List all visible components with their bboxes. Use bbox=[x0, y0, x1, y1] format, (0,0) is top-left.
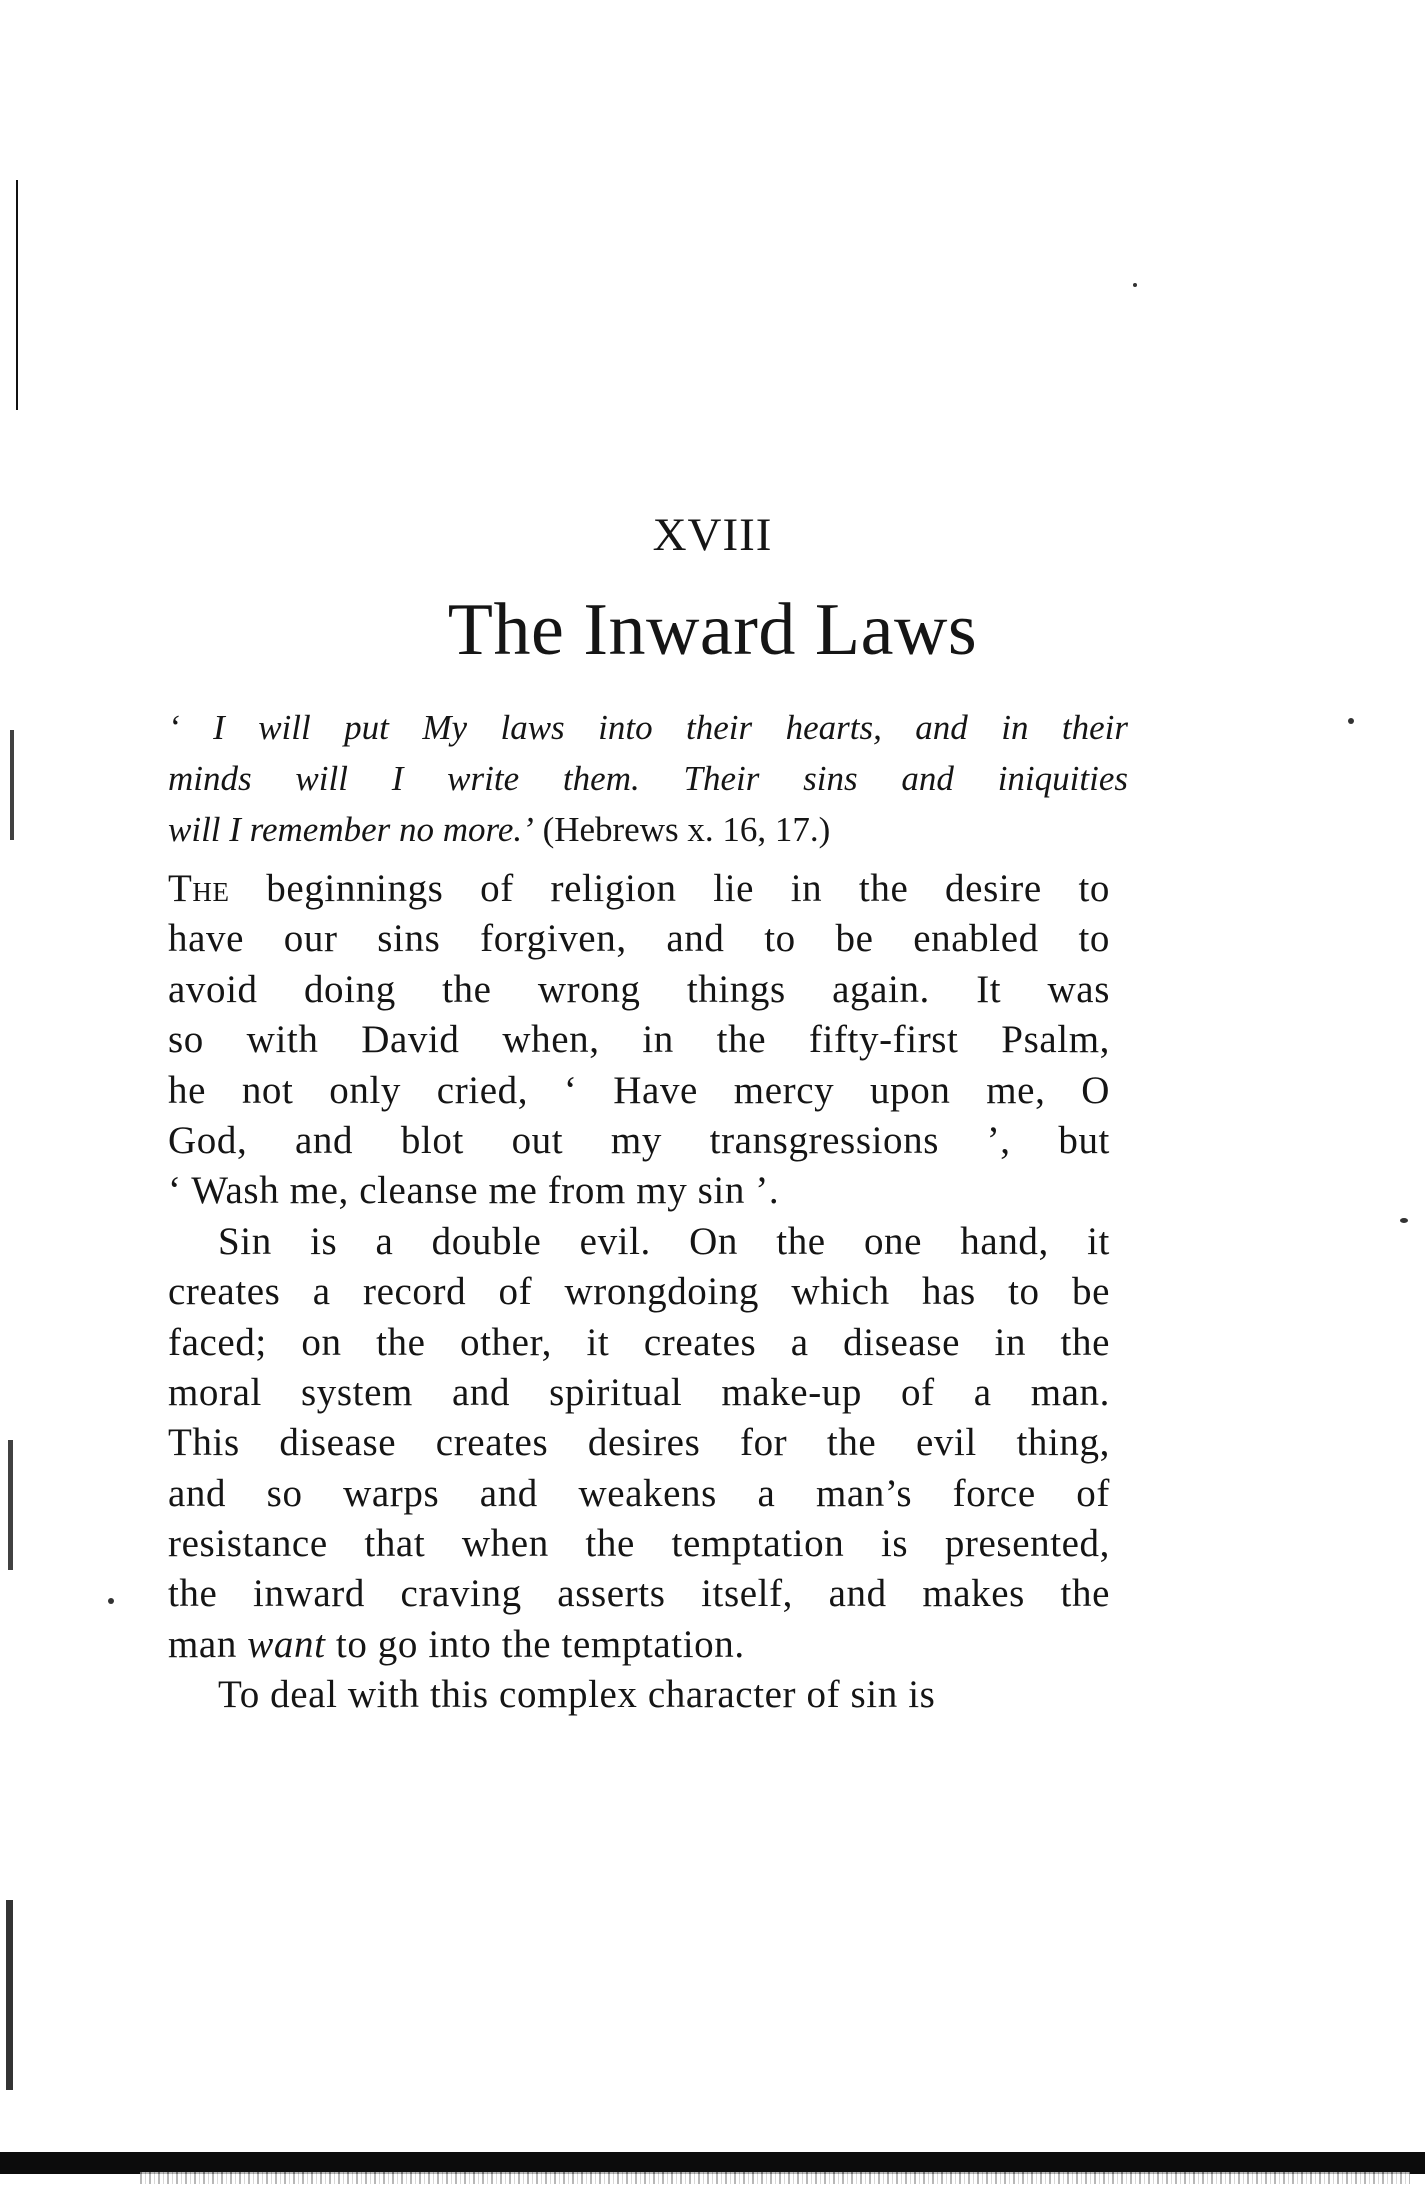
text-line: To deal with this complex character of sin is bbox=[218, 1673, 936, 1717]
body-text bbox=[168, 864, 1110, 1721]
text-segment: beginnings of religion lie in the desire to bbox=[229, 867, 1110, 910]
text-line: ‘ Wash me, cleanse me from my sin ’. bbox=[168, 1169, 780, 1213]
text-line: the inward craving asserts itself, and makes the bbox=[168, 1572, 1110, 1616]
text-line: resistance that when the temptation is presented, bbox=[168, 1522, 1110, 1566]
text-line: moral system and spiritual make-up of a man. bbox=[168, 1370, 1110, 1414]
scan-edge-mark bbox=[10, 730, 14, 840]
text-segment: man bbox=[168, 1622, 248, 1666]
text-line: so with David when, in the fifty-first Psalm, bbox=[168, 1018, 1110, 1062]
text-line bbox=[168, 864, 1110, 914]
scan-edge-mark bbox=[8, 1440, 13, 1570]
epigraph-reference: (Hebrews x. 16, 17.) bbox=[533, 810, 831, 849]
epigraph-text: will I remember no more.’ bbox=[168, 810, 534, 849]
scan-speck bbox=[108, 1598, 114, 1604]
text-line: he not only cried, ‘ Have mercy upon me, O bbox=[168, 1068, 1110, 1112]
epigraph-text: minds will I write them. Their sins and iniquities bbox=[168, 759, 1128, 798]
text-line: faced; on the other, it creates a disease in the bbox=[168, 1320, 1110, 1364]
epigraph bbox=[168, 702, 1128, 855]
text-line bbox=[168, 1620, 1110, 1670]
text-line: avoid doing the wrong things again. It was bbox=[168, 967, 1110, 1011]
epigraph-line bbox=[168, 702, 1128, 753]
text-line: and so warps and weakens a man’s force of bbox=[168, 1471, 1110, 1515]
text-segment: to go into the temptation. bbox=[325, 1622, 745, 1666]
epigraph-line bbox=[168, 753, 1128, 804]
scan-speck bbox=[1133, 283, 1137, 287]
scan-bottom-noise bbox=[140, 2172, 1410, 2184]
epigraph-text: ‘ I will put My laws into their hearts, and in their bbox=[168, 708, 1128, 747]
scan-edge-mark bbox=[16, 180, 18, 410]
scan-speck bbox=[1348, 718, 1354, 724]
scan-speck bbox=[1400, 1218, 1408, 1223]
scan-edge-mark bbox=[6, 1900, 13, 2090]
text-line: have our sins forgiven, and to be enabled to bbox=[168, 917, 1110, 961]
epigraph-line bbox=[168, 804, 1128, 855]
text-line: God, and blot out my transgressions ’, but bbox=[168, 1118, 1110, 1162]
text-line: This disease creates desires for the evil thing, bbox=[168, 1421, 1110, 1465]
emphasis: want bbox=[247, 1622, 326, 1666]
text-line: creates a record of wrongdoing which has to be bbox=[168, 1270, 1110, 1314]
text-line: Sin is a double evil. On the one hand, it bbox=[218, 1219, 1110, 1263]
chapter-number: XVIII bbox=[652, 509, 773, 561]
chapter-title: The Inward Laws bbox=[447, 589, 978, 671]
scan-bottom-border bbox=[0, 2152, 1425, 2174]
opening-word: The bbox=[168, 867, 230, 910]
